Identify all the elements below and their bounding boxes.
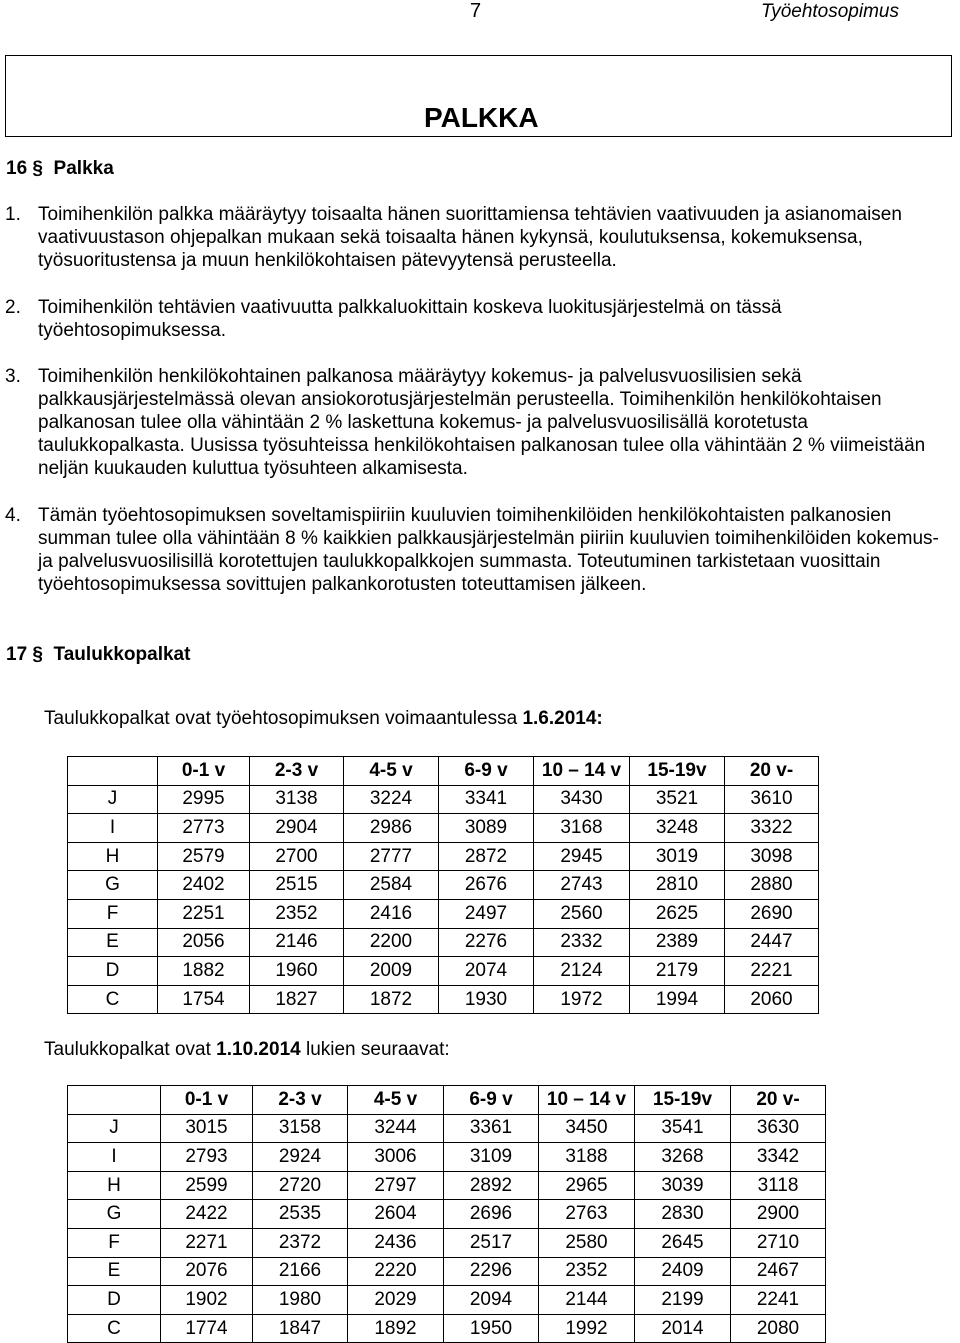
salary-cell: 3089 (439, 814, 534, 843)
salary-cell: 2241 (731, 1286, 826, 1315)
table-row (68, 1286, 826, 1315)
salary-cell: 1882 (158, 957, 250, 986)
table-row (68, 1228, 826, 1257)
salary-cell: 2560 (534, 899, 630, 928)
salary-cell: 1902 (161, 1286, 253, 1315)
salary-cell: 2830 (635, 1200, 731, 1229)
salary-cell: 2332 (534, 928, 630, 957)
salary-cell: 2352 (539, 1257, 635, 1286)
column-header: 15-19v (635, 1086, 731, 1115)
salary-cell: 3430 (534, 785, 630, 814)
pay-grade-label: D (68, 957, 158, 986)
paragraph-number: 4. (5, 505, 21, 526)
salary-cell: 2251 (158, 899, 250, 928)
pay-grade-label: I (68, 1143, 161, 1172)
caption-text: Taulukkopalkat ovat (44, 1039, 217, 1060)
salary-cell: 3188 (539, 1143, 635, 1172)
salary-cell: 2517 (444, 1228, 539, 1257)
paragraph-1 (5, 203, 953, 272)
salary-cell: 2060 (725, 985, 819, 1014)
table-row (68, 1171, 826, 1200)
salary-cell: 2271 (161, 1228, 253, 1257)
salary-cell: 2743 (534, 871, 630, 900)
salary-cell: 1774 (161, 1314, 253, 1343)
salary-cell: 3268 (635, 1143, 731, 1172)
table-2-caption (44, 1039, 450, 1061)
pay-grade-label: F (68, 899, 158, 928)
salary-cell: 1994 (630, 985, 725, 1014)
salary-cell: 2763 (539, 1200, 635, 1229)
salary-cell: 2144 (539, 1286, 635, 1315)
salary-cell: 2056 (158, 928, 250, 957)
pay-grade-label: E (68, 928, 158, 957)
section-16-heading (6, 158, 114, 180)
salary-cell: 2579 (158, 842, 250, 871)
salary-cell: 1754 (158, 985, 250, 1014)
table-row (68, 1200, 826, 1229)
salary-cell: 2625 (630, 899, 725, 928)
table-header-row (68, 757, 819, 786)
salary-cell: 2797 (348, 1171, 444, 1200)
paragraph-number: 2. (5, 297, 21, 318)
salary-cell: 2710 (731, 1228, 826, 1257)
salary-cell: 2965 (539, 1171, 635, 1200)
column-header: 2-3 v (253, 1086, 348, 1115)
table-row (68, 1114, 826, 1143)
salary-cell: 3630 (731, 1114, 826, 1143)
salary-cell: 2880 (725, 871, 819, 900)
column-header: 15-19v (630, 757, 725, 786)
paragraph-text: Toimihenkilön henkilökohtainen palkanosa määräytyy kokemus- ja palvelusvuosilisien sekä palkkausjärjestelmässä olevan ansiokorotusjärjestelmän perusteella. Toimihenkilön henkilökohtaisen palkanosan tulee olla vähintään 2 % laskettuna kokemus- ja palvelusvuosilisällä korotetusta taulukkopalkasta. Uusissa työsuhteissa henkilökohtaisen palkanosan tulee olla vähintään 2 % viimeistään neljän kuukauden kuluttua työsuhteen alkamisesta. (38, 366, 926, 479)
salary-cell: 2402 (158, 871, 250, 900)
salary-cell: 2584 (344, 871, 439, 900)
chapter-title: PALKKA (424, 102, 539, 133)
salary-cell: 3138 (250, 785, 344, 814)
salary-cell: 3342 (731, 1143, 826, 1172)
pay-grade-label: H (68, 1171, 161, 1200)
salary-cell: 2690 (725, 899, 819, 928)
table-row (68, 957, 819, 986)
salary-cell: 1872 (344, 985, 439, 1014)
salary-table-1 (67, 756, 819, 1014)
column-header: 20 v- (731, 1086, 826, 1115)
salary-cell: 2580 (539, 1228, 635, 1257)
salary-cell: 2276 (439, 928, 534, 957)
salary-cell: 2221 (725, 957, 819, 986)
salary-cell: 2352 (250, 899, 344, 928)
salary-cell: 1847 (253, 1314, 348, 1343)
pay-grade-label: C (68, 985, 158, 1014)
table-header-row (68, 1086, 826, 1115)
pay-grade-label: J (68, 1114, 161, 1143)
salary-cell: 2080 (731, 1314, 826, 1343)
salary-cell: 2676 (439, 871, 534, 900)
section-17-heading (6, 644, 190, 666)
salary-cell: 3006 (348, 1143, 444, 1172)
salary-cell: 3015 (161, 1114, 253, 1143)
salary-cell: 3248 (630, 814, 725, 843)
pay-grade-label: G (68, 1200, 161, 1229)
pay-grade-label: F (68, 1228, 161, 1257)
caption-text-tail: lukien seuraavat: (300, 1039, 450, 1060)
salary-cell: 3118 (731, 1171, 826, 1200)
salary-cell: 1827 (250, 985, 344, 1014)
table-row (68, 814, 819, 843)
table-row (68, 1143, 826, 1172)
salary-cell: 2436 (348, 1228, 444, 1257)
salary-cell: 2604 (348, 1200, 444, 1229)
pay-grade-label: C (68, 1314, 161, 1343)
salary-cell: 1950 (444, 1314, 539, 1343)
salary-cell: 2146 (250, 928, 344, 957)
salary-cell: 3109 (444, 1143, 539, 1172)
column-header: 0-1 v (158, 757, 250, 786)
salary-table-2 (67, 1085, 826, 1343)
salary-cell: 3098 (725, 842, 819, 871)
salary-cell: 3039 (635, 1171, 731, 1200)
paragraph-4 (5, 504, 953, 596)
pay-grade-label: E (68, 1257, 161, 1286)
document-title: Työehtosopimus (761, 1, 899, 22)
table-1-caption (44, 708, 603, 730)
paragraph-text: Toimihenkilön palkka määräytyy toisaalta hänen suorittamiensa tehtävien vaativuuden ja asianomaisen vaativuustason ohjepalkan mukaan sekä toisaalta hänen kykynsä, koulutuksensa, kokemuksensa, työsuoritustensa ja muun henkilökohtaisen pätevyytensä perusteella. (38, 204, 902, 271)
salary-cell: 2094 (444, 1286, 539, 1315)
table-row (68, 842, 819, 871)
salary-cell: 3322 (725, 814, 819, 843)
column-header: 20 v- (725, 757, 819, 786)
salary-cell: 2777 (344, 842, 439, 871)
salary-cell: 3244 (348, 1114, 444, 1143)
salary-cell: 2009 (344, 957, 439, 986)
salary-cell: 2029 (348, 1286, 444, 1315)
salary-cell: 2793 (161, 1143, 253, 1172)
salary-cell: 2220 (348, 1257, 444, 1286)
salary-cell: 2124 (534, 957, 630, 986)
salary-cell: 2945 (534, 842, 630, 871)
salary-cell: 2892 (444, 1171, 539, 1200)
salary-cell: 2515 (250, 871, 344, 900)
salary-cell: 3450 (539, 1114, 635, 1143)
salary-cell: 2199 (635, 1286, 731, 1315)
salary-cell: 2720 (253, 1171, 348, 1200)
salary-cell: 3224 (344, 785, 439, 814)
salary-cell: 2535 (253, 1200, 348, 1229)
table-row (68, 1257, 826, 1286)
salary-cell: 2014 (635, 1314, 731, 1343)
caption-date: 1.10.2014 (216, 1039, 301, 1060)
paragraph-3 (5, 365, 953, 480)
page-number: 7 (470, 0, 482, 22)
column-header: 6-9 v (439, 757, 534, 786)
section-16-label: Palkka (53, 158, 114, 179)
chapter-title-box (5, 55, 952, 137)
salary-cell: 2179 (630, 957, 725, 986)
column-header: 2-3 v (250, 757, 344, 786)
salary-cell: 2447 (725, 928, 819, 957)
salary-cell: 2810 (630, 871, 725, 900)
salary-cell: 2497 (439, 899, 534, 928)
salary-cell: 3521 (630, 785, 725, 814)
column-header: 10 – 14 v (534, 757, 630, 786)
column-header: 6-9 v (444, 1086, 539, 1115)
salary-cell: 1972 (534, 985, 630, 1014)
salary-cell: 3168 (534, 814, 630, 843)
table-corner-cell (68, 757, 158, 786)
caption-text: Taulukkopalkat ovat työehtosopimuksen voimaantulessa (44, 708, 523, 729)
salary-cell: 2076 (161, 1257, 253, 1286)
salary-cell: 3158 (253, 1114, 348, 1143)
pay-grade-label: J (68, 785, 158, 814)
paragraph-number: 3. (5, 366, 21, 387)
salary-cell: 1892 (348, 1314, 444, 1343)
table-row (68, 985, 819, 1014)
column-header: 10 – 14 v (539, 1086, 635, 1115)
salary-cell: 2166 (253, 1257, 348, 1286)
salary-cell: 1992 (539, 1314, 635, 1343)
salary-cell: 3019 (630, 842, 725, 871)
salary-cell: 3341 (439, 785, 534, 814)
pay-grade-label: G (68, 871, 158, 900)
table-corner-cell (68, 1086, 161, 1115)
salary-cell: 2645 (635, 1228, 731, 1257)
section-17-number: 17 § (6, 644, 43, 665)
salary-cell: 1980 (253, 1286, 348, 1315)
salary-cell: 2467 (731, 1257, 826, 1286)
salary-cell: 1930 (439, 985, 534, 1014)
salary-cell: 2872 (439, 842, 534, 871)
salary-cell: 2372 (253, 1228, 348, 1257)
salary-cell: 3361 (444, 1114, 539, 1143)
paragraph-number: 1. (5, 204, 21, 225)
pay-grade-label: I (68, 814, 158, 843)
salary-cell: 2409 (635, 1257, 731, 1286)
table-row (68, 1314, 826, 1343)
salary-cell: 2416 (344, 899, 439, 928)
salary-cell: 2200 (344, 928, 439, 957)
salary-cell: 2422 (161, 1200, 253, 1229)
column-header: 0-1 v (161, 1086, 253, 1115)
salary-cell: 2986 (344, 814, 439, 843)
table-row (68, 785, 819, 814)
salary-cell: 2924 (253, 1143, 348, 1172)
paragraph-text: Toimihenkilön tehtävien vaativuutta palkkaluokittain koskeva luokitusjärjestelmä on tässä työehtosopimuksessa. (38, 297, 782, 341)
salary-cell: 2904 (250, 814, 344, 843)
salary-cell: 2599 (161, 1171, 253, 1200)
section-17-label: Taulukkopalkat (53, 644, 191, 665)
salary-cell: 2074 (439, 957, 534, 986)
table-row (68, 928, 819, 957)
column-header: 4-5 v (344, 757, 439, 786)
pay-grade-label: H (68, 842, 158, 871)
caption-date: 1.6.2014: (522, 708, 603, 729)
table-row (68, 871, 819, 900)
salary-cell: 2900 (731, 1200, 826, 1229)
salary-cell: 1960 (250, 957, 344, 986)
salary-cell: 2773 (158, 814, 250, 843)
salary-cell: 2389 (630, 928, 725, 957)
pay-grade-label: D (68, 1286, 161, 1315)
paragraph-2 (5, 296, 953, 342)
salary-cell: 3610 (725, 785, 819, 814)
salary-cell: 2995 (158, 785, 250, 814)
salary-cell: 2296 (444, 1257, 539, 1286)
salary-cell: 3541 (635, 1114, 731, 1143)
salary-cell: 2696 (444, 1200, 539, 1229)
paragraph-text: Tämän työehtosopimuksen soveltamispiiriin kuuluvien toimihenkilöiden henkilökohtaisten palkanosien summan tulee olla vähintään 8 % kaikkien palkkausjärjestelmän piiriin kuuluvien toimihenkilöiden kokemus- ja palvelusvuosilisillä korotettujen taulukkopalkkojen summasta. Toteutuminen tarkistetaan vuosittain työehtosopimuksessa sovittujen palkankorotusten toteuttamisen jälkeen. (38, 505, 939, 595)
section-16-number: 16 § (6, 158, 43, 179)
table-row (68, 899, 819, 928)
column-header: 4-5 v (348, 1086, 444, 1115)
salary-cell: 2700 (250, 842, 344, 871)
